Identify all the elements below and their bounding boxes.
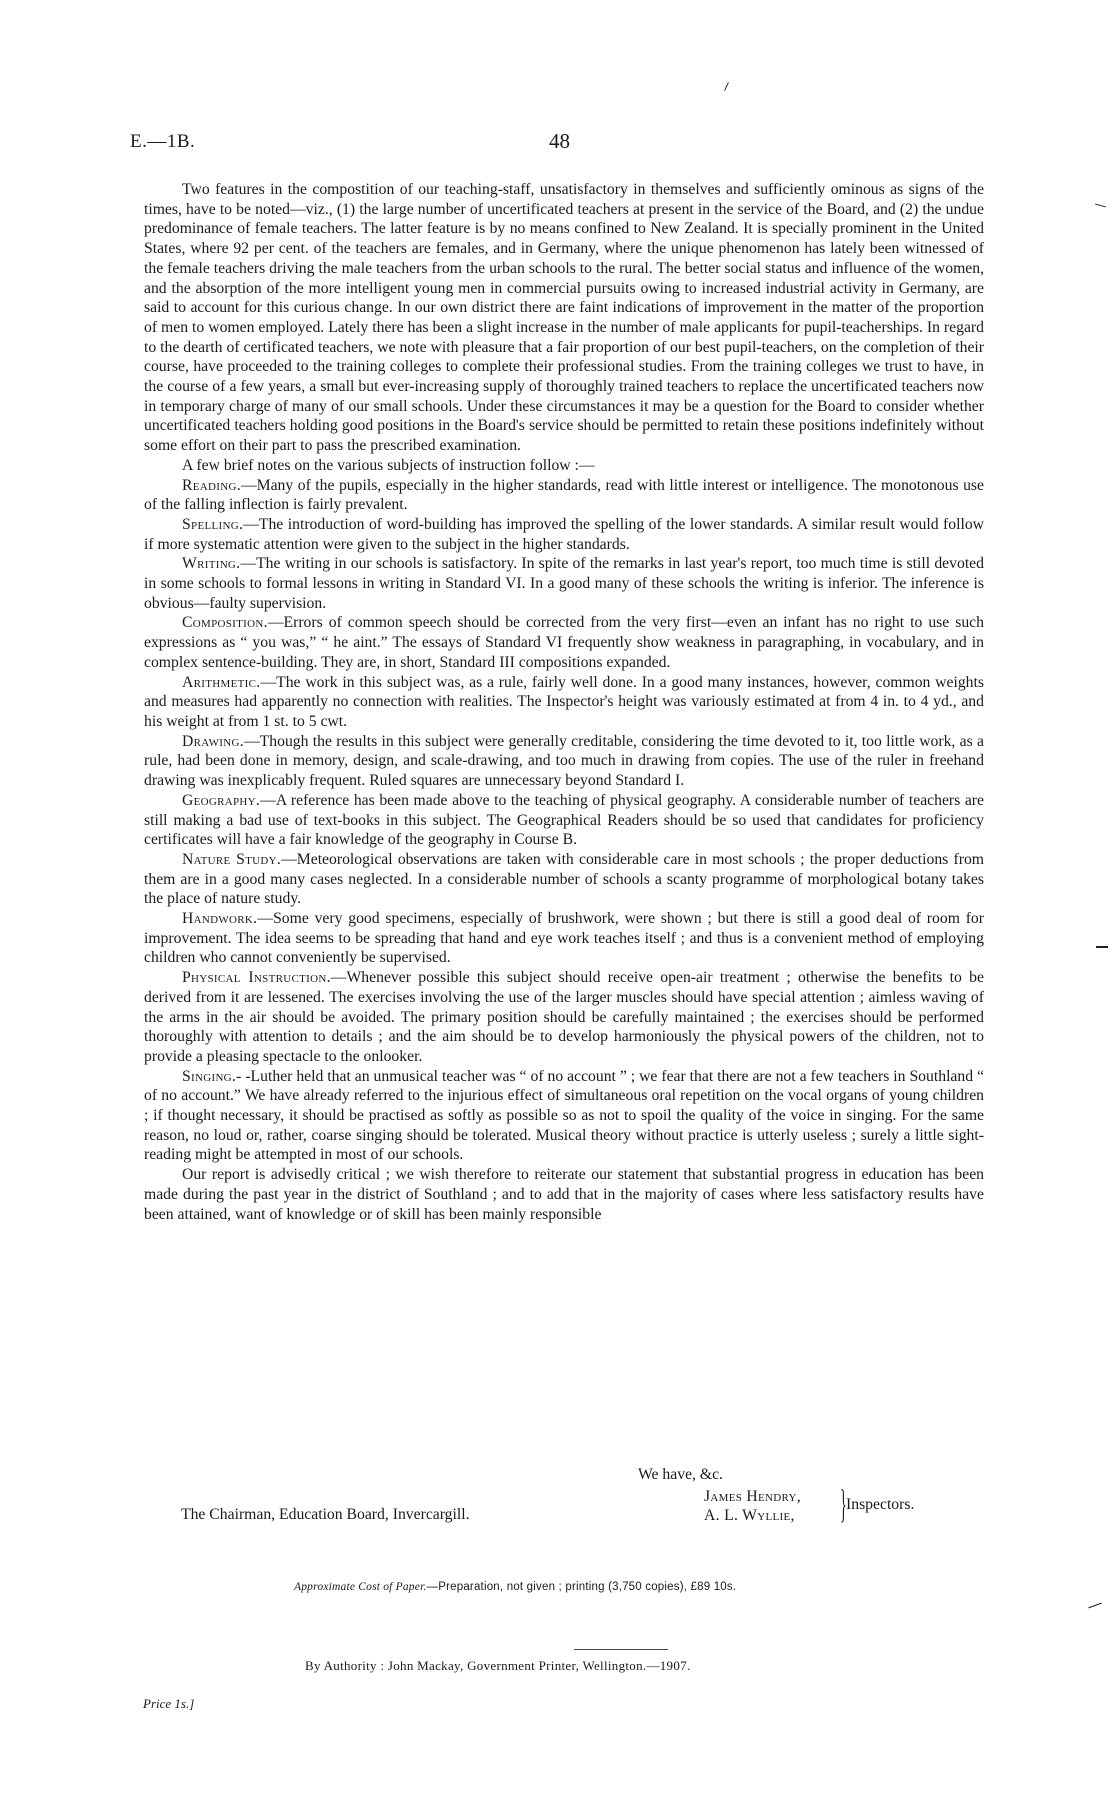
text-reading: —Many of the pupils, especially in the higher standards, read with little interest or intelligence. The monotonous use of the falling inflection is fairly prevalent. [144, 476, 984, 514]
scan-mark [1096, 946, 1108, 948]
section-composition [144, 613, 984, 672]
closing-greeting: We have, &c. [638, 1466, 723, 1483]
signatory-2: A. L. Wyllie, [704, 1507, 795, 1524]
heading-reading: Reading. [182, 476, 241, 494]
heading-drawing: Drawing. [182, 732, 244, 750]
signatory-role: Inspectors. [846, 1496, 915, 1513]
text-writing: —The writing in our schools is satisfactory. In spite of the remarks in last year's report, too much time is still devoted in some schools to formal lessons in writing in Standard VI. In a good many of these schools the writing is inferior. The inference is obvious—faulty supervision. [144, 555, 984, 612]
cost-of-paper-line [294, 1581, 736, 1593]
text-arithmetic: —The work in this subject was, as a rule, fairly well done. In a good many instances, however, common weights and measures had apparently no connection with realities. The Inspector's height was variously estimated at from 4 in. to 4 yd., and his weight at from 1 st. to 5 cwt. [144, 673, 984, 730]
document-reference: E.—1B. [130, 131, 196, 152]
text-spelling: —The introduction of word-building has improved the spelling of the lower standards. A similar result would follow if more systematic attention were given to the subject in the higher standards. [144, 515, 984, 553]
cost-text: —Preparation, not given ; printing (3,750 copies), £89 10s. [426, 1581, 737, 1593]
section-drawing [144, 732, 984, 791]
heading-composition: Composition. [182, 614, 268, 632]
heading-nature-study: Nature Study. [182, 850, 282, 868]
scan-mark [724, 82, 729, 91]
heading-handwork: Handwork. [182, 910, 258, 928]
page-header [130, 131, 990, 161]
price-label: Price 1s.] [143, 1696, 195, 1711]
section-nature-study [144, 850, 984, 909]
section-spelling [144, 515, 984, 554]
section-reading [144, 476, 984, 515]
cost-label: Approximate Cost of Paper. [294, 1581, 427, 1593]
heading-physical-instruction: Physical Instruction. [182, 969, 331, 987]
section-geography [144, 791, 984, 850]
section-writing [144, 554, 984, 613]
paragraph-staff-composition: Two features in the compostition of our teaching-staff, unsatisfactory in themselves and sufficiently ominous as signs of the times, have to be noted—viz., (1) the large number of uncertificated teachers at present in the service of the Board, and (2) the undue predominance of female teachers. The latter feature is by no means confined to New Zealand. It is specially prominent in the United States, where 92 per cent. of the teachers are females, and in Germany, where the unique phenomenon has lately been witnessed of the female teachers driving the male teachers from the urban schools to the rural. The better social status and influence of the women, and the absorption of the more intelligent young men in commercial pursuits owing to increased industrial activity in Germany, are said to account for this curious change. In our own district there are faint indications of improvement in the matter of the proportion of men to women employed. Lately there has been a slight increase in the number of male applicants for pupil-teacherships. In regard to the dearth of certificated teachers, we note with pleasure that a fair proportion of our best pupil-teachers, on the completion of their course, have proceeded to the training colleges to complete their professional studies. From the training colleges we trust to have, in the course of a few years, a small but ever-increasing supply of thoroughly trained teachers to replace the uncertificated teachers now in temporary charge of many of our small schools. Under these circumstances it may be a question for the Board to consider whether uncertificated teachers holding good positions in the Board's service should be permitted to retain these positions indefinitely without some effort on their part to pass the prescribed examination. [144, 181, 984, 455]
paragraph-conclusion: Our report is advisedly critical ; we wish therefore to reiterate our statement that substantial progress in education has been made during the past year in the district of Southland ; and to add that in the majority of cases where less satisfactory results have been attained, want of knowledge or of skill has been mainly responsible [144, 1166, 984, 1223]
section-singing [144, 1067, 984, 1166]
page-number: 48 [549, 129, 570, 153]
heading-arithmetic: Arithmetic. [182, 673, 261, 691]
section-arithmetic [144, 673, 984, 732]
signatory-names [704, 1487, 801, 1525]
brace-icon: } [840, 1481, 847, 1526]
scan-mark [1095, 204, 1106, 208]
heading-writing: Writing. [182, 555, 241, 573]
addressee: The Chairman, Education Board, Invercargill. [181, 1506, 470, 1523]
section-handwork [144, 909, 984, 968]
heading-geography: Geography. [182, 791, 261, 809]
section-physical-instruction [144, 968, 984, 1067]
heading-spelling: Spelling. [182, 515, 244, 533]
text-drawing: —Though the results in this subject were generally creditable, considering the time devoted to it, too little work, as a rule, had been done in memory, design, and scale-drawing, and too much in drawing from copies. The use of the ruler in freehand drawing was inexplicably frequent. Ruled squares are unnecessary beyond Standard I. [144, 732, 984, 790]
text-handwork: —Some very good specimens, especially of brushwork, were shown ; but there is still a good deal of room for improvement. The idea seems to be spreading that hand and eye work teaches itself ; and thus is a convenient method of employing children who cannot conveniently be supervised. [144, 910, 984, 967]
text-geography: —A reference has been made above to the teaching of physical geography. A considerable number of teachers are still making a bad use of text-books in this subject. The Geographical Readers should be so used that candidates for proficiency certificates will have a fair knowledge of the geography in Course B. [144, 791, 984, 849]
text-composition: —Errors of common speech should be corrected from the very first—even an infant has no right to use such expressions as “ you was,” “ he aint.” The essays of Standard VI frequently show weakness in paragraphing, in vocabulary, and in complex sentence-building. They are, in short, Standard III compositions expanded. [144, 614, 984, 671]
text-singing: - -Luther held that an unmusical teacher was “ of no account ” ; we fear that there are not a few teachers in Southland “ of no account.” We have already referred to the injurious effect of simultaneous oral repetition on the vocal organs of young children ; if thought necessary, it should be practised as softly as possible so as not to spoil the quality of the voice in singing. For the same reason, no loud or, rather, coarse singing should be tolerated. Musical theory without practice is utterly useless ; surely a little sight-reading might be attempted in most of our schools. [144, 1067, 984, 1164]
text-physical-instruction: —Whenever possible this subject should receive open-air treatment ; otherwise the benefits to be derived from it are lessened. The exercises involving the use of the larger muscles should have special attention ; aimless waving of the arms in the air should be avoided. The primary position should be carefully maintained ; the exercises should be performed thoroughly with attention to details ; and the aim should be to develop harmoniously the physical powers of the children, not to provide a pleasing spectacle to the onlooker. [144, 969, 984, 1065]
signature-block [144, 1466, 984, 1536]
divider-rule [574, 1649, 668, 1650]
printer-authority-line: By Authority : John Mackay, Government Printer, Wellington.—1907. [305, 1658, 691, 1673]
scan-mark [1088, 1603, 1101, 1609]
signatory-1: James Hendry, [704, 1488, 802, 1505]
paragraph-intro-notes: A few brief notes on the various subjects of instruction follow :— [182, 456, 595, 474]
heading-singing: Singing. [182, 1067, 237, 1085]
text-nature-study: —Meteorological observations are taken with considerable care in most schools ; the proper deductions from them are in a good many cases neglected. In a considerable number of schools a scanty programme of morphological botany takes the place of nature study. [144, 850, 984, 908]
report-body [144, 180, 984, 1224]
